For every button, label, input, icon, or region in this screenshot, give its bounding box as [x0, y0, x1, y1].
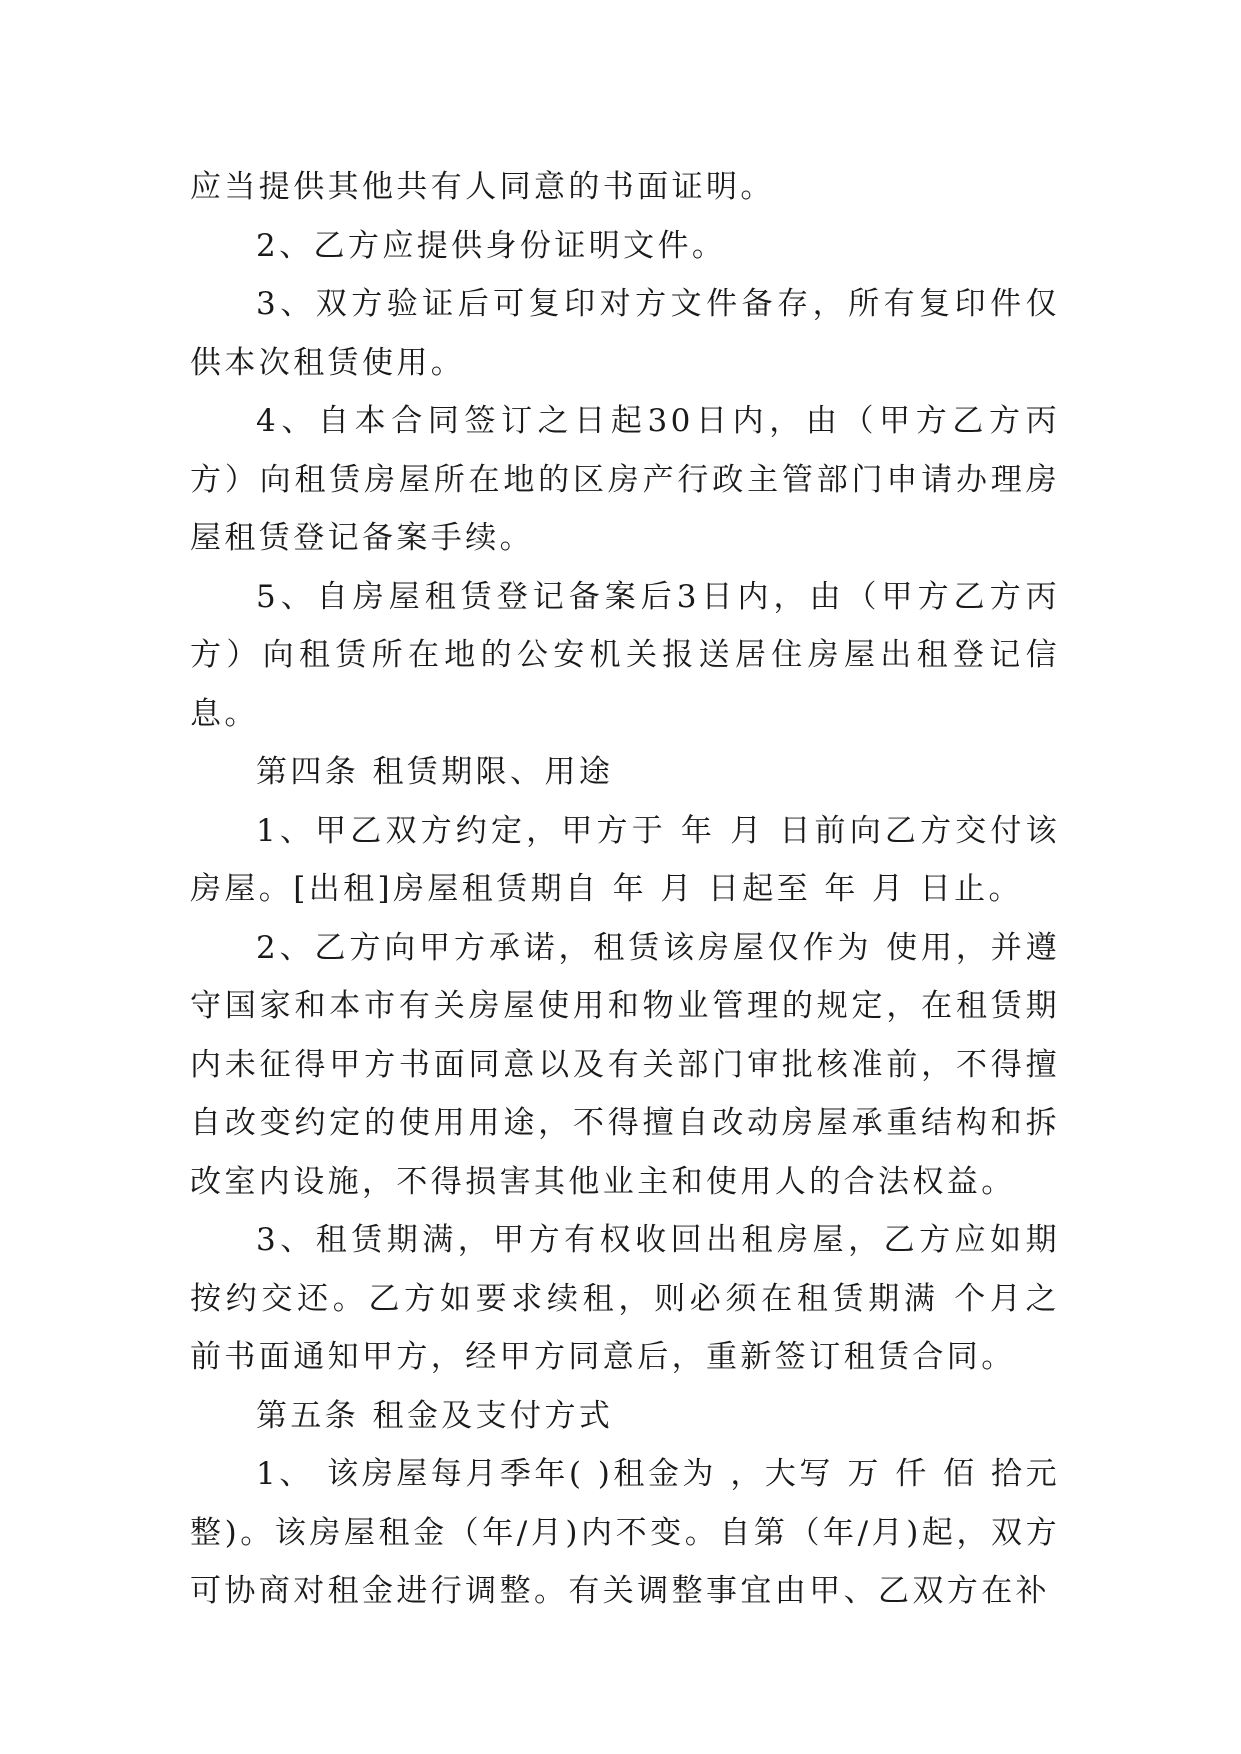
paragraph-continuation: 应当提供其他共有人同意的书面证明。 [190, 169, 775, 205]
paragraph-article-5-clause-1: 1、 该房屋每月季年( )租金为 ，大写 万 仟 佰 拾元整)。该房屋租金（年/月)内不变。自第（年/月)起，双方可协商对租金进行调整。有关调整事宜由甲、乙双方在补 [190, 1456, 1060, 1609]
paragraph-article-4-clause-2: 2、乙方向甲方承诺，租赁该房屋仅作为 使用，并遵守国家和本市有关房屋使用和物业管理的规定，在租赁期内未征得甲方书面同意以及有关部门审批核准前，不得擅自改变约定的使用用途，不得擅自改动房屋承重结构和拆改室内设施，不得损害其他业主和使用人的合法权益。 [190, 929, 1060, 1200]
paragraph-clause-3: 3、双方验证后可复印对方文件备存，所有复印件仅供本次租赁使用。 [190, 286, 1060, 381]
paragraph-article-4-clause-1: 1、甲乙双方约定，甲方于 年 月 日前向乙方交付该房屋。[出租]房屋租赁期自 年 月 日起至 年 月 日止。 [190, 812, 1060, 907]
document-body [190, 158, 1060, 1621]
paragraph-clause-2: 2、乙方应提供身份证明文件。 [256, 227, 727, 264]
section-heading-article-5: 第五条 租金及支付方式 [256, 1397, 614, 1434]
paragraph-clause-4: 4、自本合同签订之日起30日内，由（甲方乙方丙方）向租赁房屋所在地的区房产行政主管部门申请办理房屋租赁登记备案手续。 [190, 403, 1060, 556]
paragraph-clause-5: 5、自房屋租赁登记备案后3日内，由（甲方乙方丙方）向租赁所在地的公安机关报送居住房屋出租登记信息。 [190, 578, 1060, 732]
paragraph-article-4-clause-3: 3、租赁期满，甲方有权收回出租房屋，乙方应如期按约交还。乙方如要求续租，则必须在租赁期满 个月之前书面通知甲方，经甲方同意后，重新签订租赁合同。 [190, 1222, 1060, 1375]
section-heading-article-4: 第四条 租赁期限、用途 [256, 754, 614, 790]
